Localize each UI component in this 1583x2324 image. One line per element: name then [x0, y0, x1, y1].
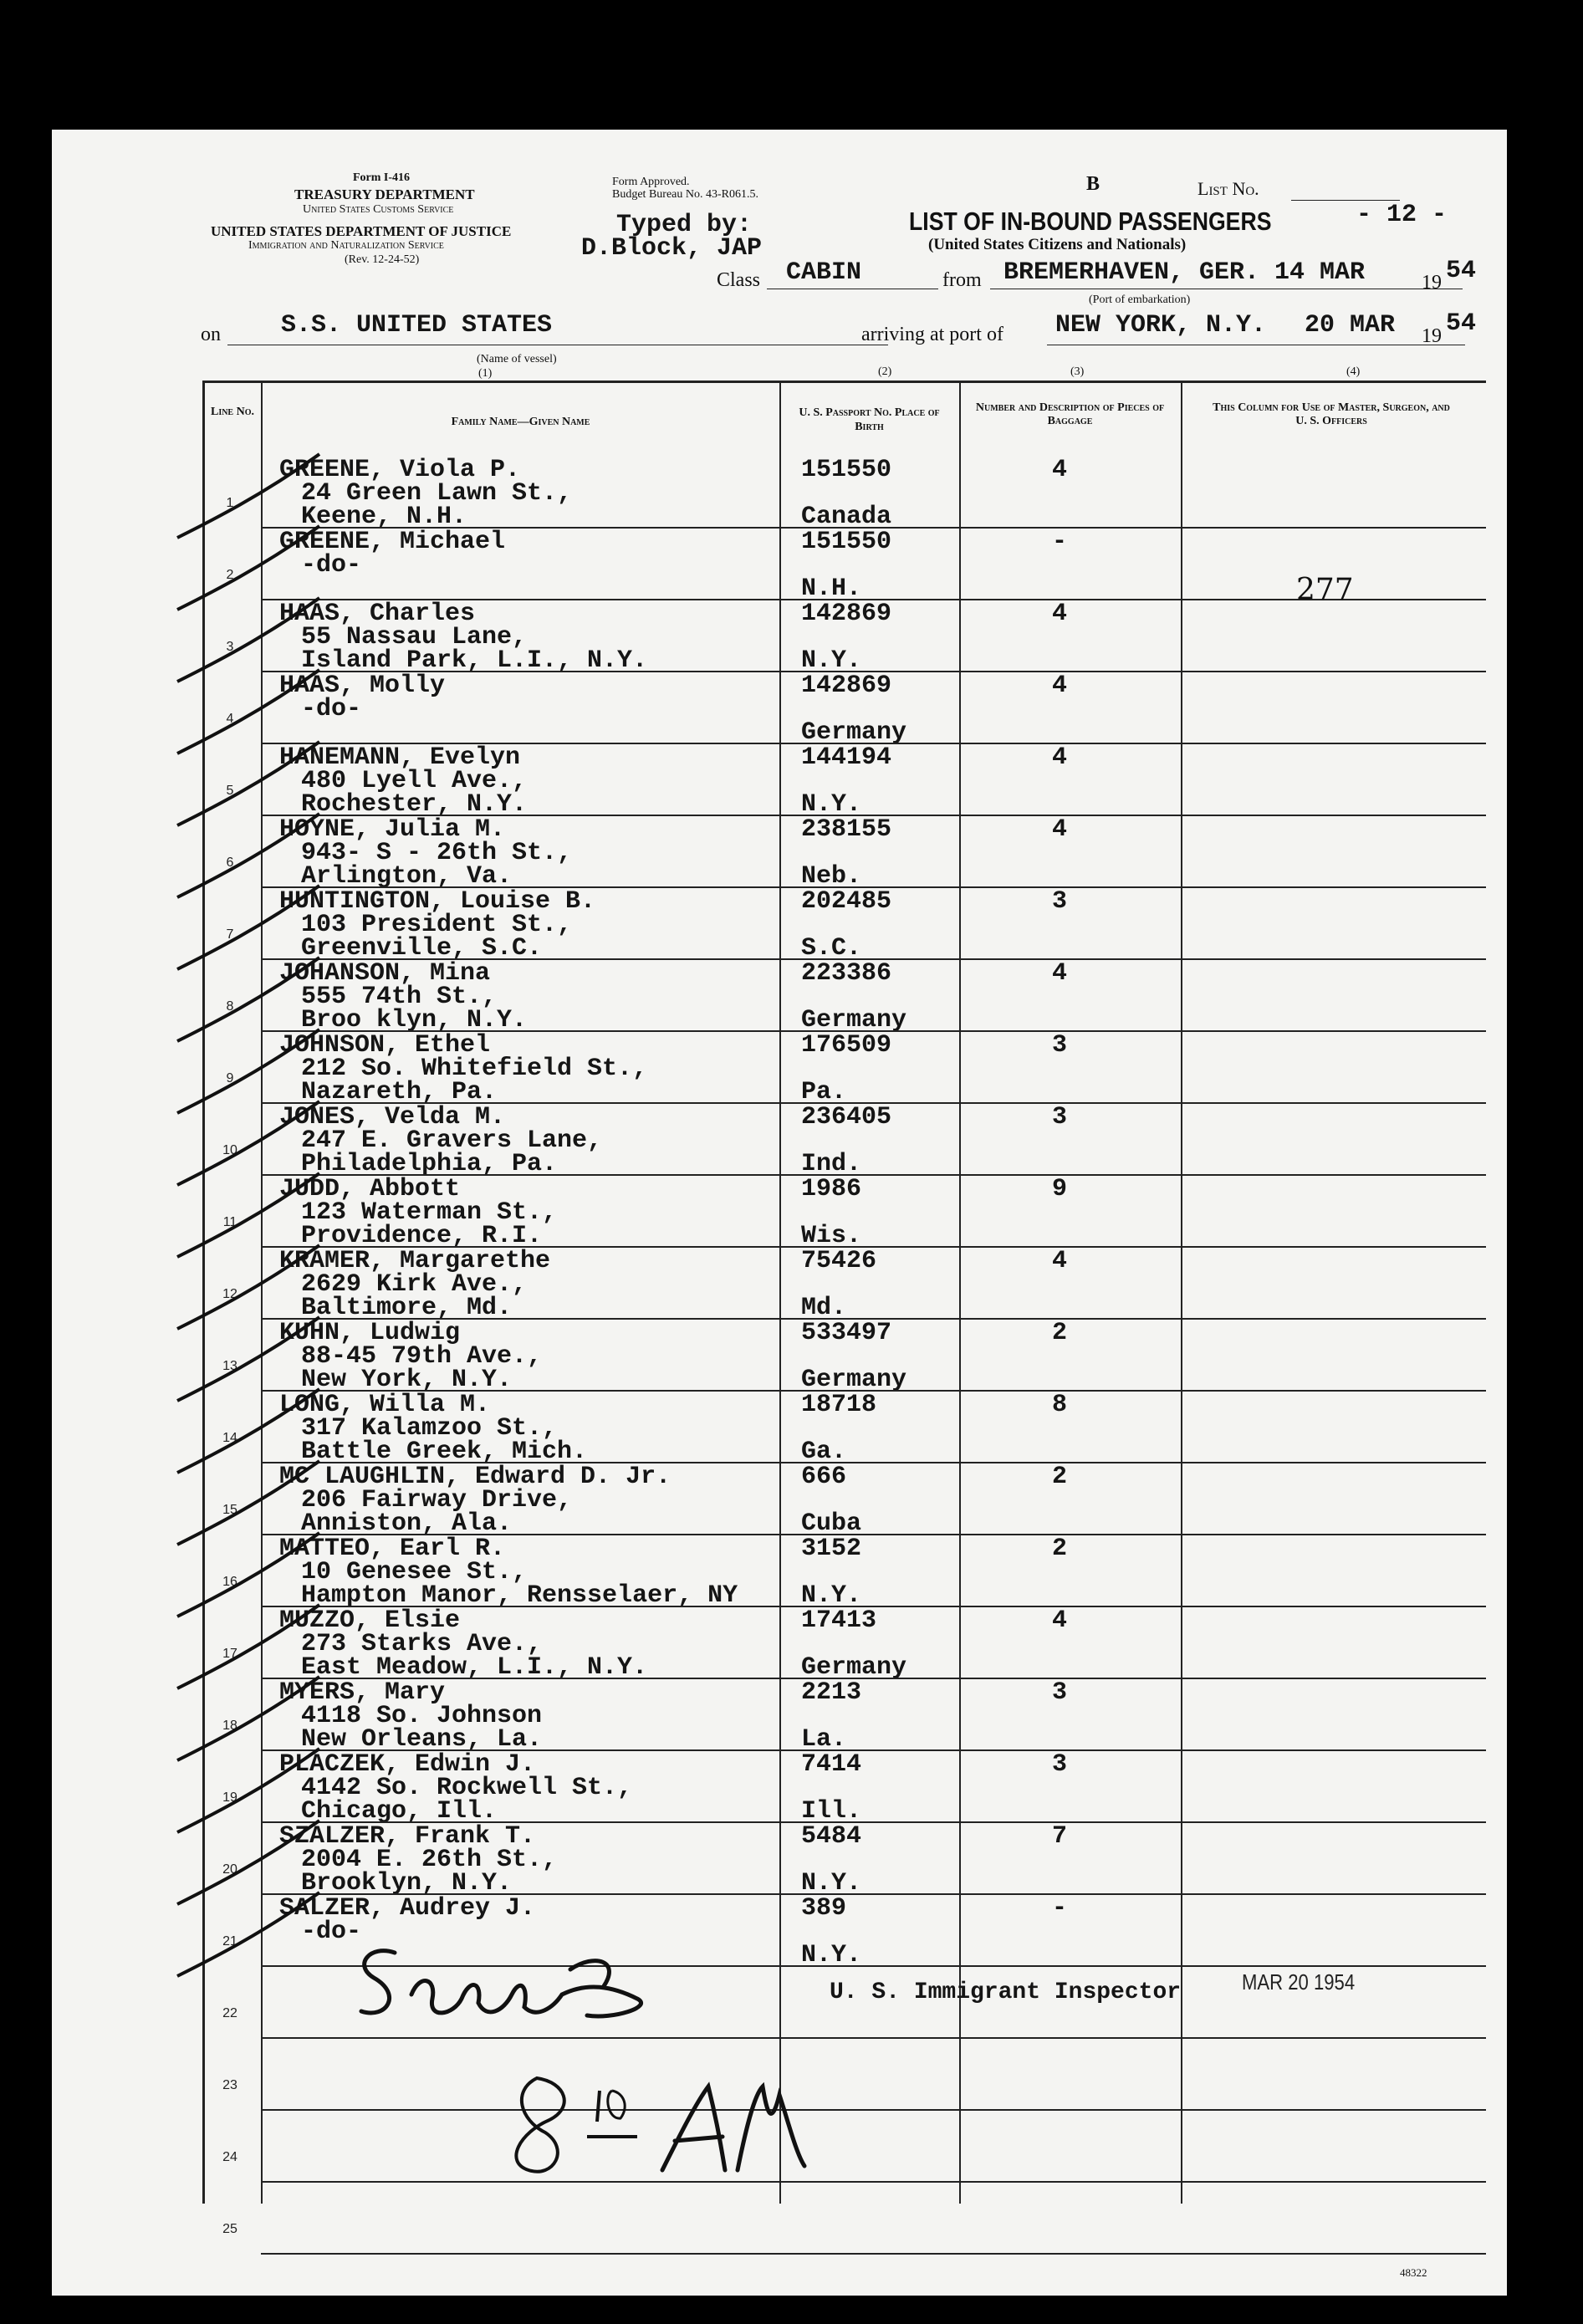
year-2: 54 [1446, 309, 1477, 338]
passenger-address-line1: 10 Genesee St., [301, 1558, 528, 1586]
baggage-count: 4 [1052, 1606, 1068, 1635]
line-number: 23 [222, 2078, 237, 2092]
passenger-address-line1: 273 Starks Ave., [301, 1630, 543, 1658]
passenger-name: GREENE, Viola P. [279, 456, 521, 484]
passport-number: 17413 [801, 1606, 877, 1635]
line-number: 14 [222, 1431, 237, 1445]
baggage-count: 7 [1052, 1822, 1068, 1851]
class-value: CABIN [786, 258, 862, 287]
passenger-name: JONES, Velda M. [279, 1103, 506, 1131]
passport-number: 1986 [801, 1175, 862, 1203]
place-of-birth: La. [801, 1725, 847, 1754]
place-of-birth: Ga. [801, 1438, 847, 1466]
header-passport: U. S. Passport No. Place of Birth [799, 406, 940, 433]
passenger-name: HOYNE, Julia M. [279, 815, 506, 844]
baggage-count: - [1052, 1894, 1068, 1923]
baggage-count: 4 [1052, 1247, 1068, 1275]
form-approved: Form Approved. [612, 176, 690, 188]
place-of-birth: Cuba [801, 1509, 862, 1538]
line-number: 7 [226, 927, 234, 942]
col-num-2: (2) [878, 365, 892, 378]
place-of-birth: Canada [801, 503, 892, 531]
line-number: 4 [226, 712, 234, 726]
line-number: 11 [222, 1215, 237, 1229]
check-mark [177, 1173, 319, 1257]
arrival-date: 20 MAR [1305, 311, 1396, 340]
passenger-address-line1: -do- [301, 695, 362, 723]
line-number: 3 [226, 640, 234, 654]
passenger-address-line1: -do- [301, 551, 362, 580]
line-number: 9 [226, 1071, 234, 1085]
baggage-count: 4 [1052, 743, 1068, 772]
check-mark [177, 1245, 319, 1329]
typed-by-label: Typed by: [616, 211, 753, 239]
passenger-name: MUZZO, Elsie [279, 1606, 461, 1635]
passenger-name: SZALZER, Frank T. [279, 1822, 536, 1851]
passport-number: 2213 [801, 1678, 862, 1707]
arrival-port: NEW YORK, N.Y. [1055, 311, 1267, 340]
list-title: LIST OF IN-BOUND PASSENGERS [909, 207, 1272, 236]
year-prefix-2: 19 [1422, 325, 1442, 347]
passenger-name: JOHNSON, Ethel [279, 1031, 491, 1060]
passenger-address-line2: New Orleans, La. [301, 1725, 543, 1754]
passenger-address-line1: 943- S - 26th St., [301, 839, 573, 867]
header-line-no: Line No. [210, 406, 254, 418]
passenger-name: JOHANSON, Mina [279, 959, 491, 988]
passport-number: 202485 [801, 887, 892, 916]
year-prefix-1: 19 [1422, 272, 1442, 294]
baggage-count: 3 [1052, 1031, 1068, 1060]
passenger-name: MATTEO, Earl R. [279, 1535, 506, 1563]
baggage-count: - [1052, 528, 1068, 556]
header-officers: This Column for Use of Master, Surgeon, and U. S. Officers [1213, 401, 1450, 427]
passport-number: 666 [801, 1463, 847, 1491]
passenger-name: LONG, Willa M. [279, 1391, 491, 1419]
col-num-3: (3) [1070, 365, 1085, 378]
line-number: 5 [226, 784, 234, 798]
passport-number: 533497 [801, 1319, 892, 1347]
inspector-title: U. S. Immigrant Inspector [830, 1979, 1182, 2005]
line-number: 21 [222, 1934, 237, 1949]
passenger-address-line1: 247 E. Gravers Lane, [301, 1126, 603, 1155]
embarkation-date: 14 MAR [1274, 258, 1366, 287]
line-number: 18 [222, 1719, 237, 1733]
passenger-name: HUNTINGTON, Louise B. [279, 887, 596, 916]
baggage-count: 4 [1052, 815, 1068, 844]
line-number: 8 [226, 999, 234, 1014]
check-mark [177, 1821, 319, 1904]
customs-service: United States Customs Service [303, 203, 454, 216]
passport-number: 238155 [801, 815, 892, 844]
typed-by-value: D.Block, JAP [581, 234, 763, 263]
check-mark [177, 1892, 319, 1976]
check-mark [177, 886, 319, 969]
check-mark [177, 1461, 319, 1545]
place-of-birth: N.Y. [801, 1941, 862, 1969]
passenger-address-line1: 2004 E. 26th St., [301, 1846, 558, 1874]
line-number: 1 [226, 496, 234, 510]
passport-number: 236405 [801, 1103, 892, 1131]
passenger-address-line2: Keene, N.H. [301, 503, 467, 531]
col-num-1: (1) [478, 367, 493, 380]
place-of-birth: Ind. [801, 1150, 862, 1178]
place-of-birth: N.H. [801, 575, 862, 603]
place-of-birth: Md. [801, 1294, 847, 1322]
passenger-address-line1: 555 74th St., [301, 983, 498, 1011]
place-of-birth: Pa. [801, 1078, 847, 1106]
place-of-birth: Germany [801, 1653, 907, 1682]
check-mark [177, 670, 319, 753]
officer-annotation: 277 [1296, 573, 1354, 607]
passenger-address-line1: 212 So. Whitefield St., [301, 1055, 648, 1083]
passenger-address-line1: 88-45 79th Ave., [301, 1342, 543, 1371]
passenger-address-line1: 2629 Kirk Ave., [301, 1270, 528, 1299]
place-of-birth: Ill. [801, 1797, 862, 1826]
passport-number: 7414 [801, 1750, 862, 1779]
passport-number: 389 [801, 1894, 847, 1923]
baggage-count: 4 [1052, 456, 1068, 484]
line-number: 12 [222, 1287, 237, 1301]
check-mark [177, 1389, 319, 1473]
baggage-count: 9 [1052, 1175, 1068, 1203]
baggage-count: 4 [1052, 672, 1068, 700]
line-number: 20 [222, 1862, 237, 1877]
port-of-embarkation: BREMERHAVEN, GER. [1003, 258, 1260, 287]
passenger-address-line1: -do- [301, 1918, 362, 1946]
line-number: 19 [222, 1790, 237, 1805]
line-number: 24 [222, 2150, 237, 2164]
passenger-address-line2: Hampton Manor, Rensselaer, NY [301, 1581, 738, 1610]
line-number: 16 [222, 1575, 237, 1589]
baggage-count: 3 [1052, 1103, 1068, 1131]
revision: (Rev. 12-24-52) [345, 253, 420, 266]
check-mark [177, 1605, 319, 1688]
passenger-name: HAAS, Molly [279, 672, 446, 700]
baggage-count: 3 [1052, 1750, 1068, 1779]
passenger-address-line1: 206 Fairway Drive, [301, 1486, 573, 1514]
line-number: 13 [222, 1359, 237, 1373]
passport-number: 75426 [801, 1247, 877, 1275]
check-mark [177, 1533, 319, 1617]
baggage-count: 4 [1052, 959, 1068, 988]
passenger-address-line2: Battle Greek, Mich. [301, 1438, 588, 1466]
line-number: 10 [222, 1143, 237, 1157]
treasury-dept: TREASURY DEPARTMENT [294, 186, 475, 202]
place-of-birth: S.C. [801, 934, 862, 963]
passenger-address-line2: Nazareth, Pa. [301, 1078, 498, 1106]
class-label: Class [717, 269, 761, 291]
place-of-birth: Germany [801, 718, 907, 747]
passenger-address-line2: Anniston, Ala. [301, 1509, 513, 1538]
passport-number: 18718 [801, 1391, 877, 1419]
budget-bureau: Budget Bureau No. 43-R061.5. [612, 188, 758, 201]
check-mark [177, 1677, 319, 1760]
baggage-count: 2 [1052, 1319, 1068, 1347]
passport-number: 151550 [801, 528, 892, 556]
passport-number: 3152 [801, 1535, 862, 1563]
check-mark [177, 1029, 319, 1113]
baggage-count: 2 [1052, 1535, 1068, 1563]
place-of-birth: Germany [801, 1006, 907, 1034]
year-1: 54 [1446, 257, 1477, 285]
passenger-address-line1: 103 President St., [301, 911, 573, 939]
list-no-label: List No. [1197, 178, 1259, 199]
passenger-address-line1: 317 Kalamzoo St., [301, 1414, 558, 1443]
arriving-label: arriving at port of [861, 324, 1003, 345]
passenger-address-line1: 123 Waterman St., [301, 1198, 558, 1227]
baggage-count: 3 [1052, 1678, 1068, 1707]
inspector-signature [336, 1928, 804, 2053]
baggage-count: 4 [1052, 600, 1068, 628]
passport-number: 144194 [801, 743, 892, 772]
check-mark [177, 814, 319, 897]
passenger-address-line2: Providence, R.I. [301, 1222, 543, 1250]
vessel-caption: (Name of vessel) [477, 353, 557, 365]
line-number: 15 [222, 1503, 237, 1517]
check-mark [177, 598, 319, 682]
passenger-address-line2: Brooklyn, N.Y. [301, 1869, 513, 1898]
header-name: Family Name—Given Name [451, 416, 590, 428]
manifest-page [52, 130, 1507, 2296]
header-baggage: Number and Description of Pieces of Baggage [975, 401, 1165, 427]
line-number: 25 [222, 2222, 237, 2236]
passenger-name: HANEMANN, Evelyn [279, 743, 521, 772]
passenger-address-line2: Rochester, N.Y. [301, 790, 528, 819]
place-of-birth: N.Y. [801, 790, 862, 819]
passenger-name: PLACZEK, Edwin J. [279, 1750, 536, 1779]
passport-number: 223386 [801, 959, 892, 988]
passenger-address-line1: 24 Green Lawn St., [301, 479, 573, 508]
passenger-name: MC LAUGHLIN, Edward D. Jr. [279, 1463, 671, 1491]
vessel-name: S.S. UNITED STATES [281, 311, 553, 340]
check-mark [177, 454, 319, 538]
justice-dept: UNITED STATES DEPARTMENT OF JUSTICE [211, 223, 512, 239]
ins-service: Immigration and Naturalization Service [248, 239, 444, 252]
check-mark [177, 742, 319, 825]
check-mark [177, 1101, 319, 1185]
line-number: 2 [226, 568, 234, 582]
place-of-birth: N.Y. [801, 1869, 862, 1898]
handwritten-time [503, 2045, 855, 2187]
passenger-name: MYERS, Mary [279, 1678, 446, 1707]
passenger-address-line2: Philadelphia, Pa. [301, 1150, 558, 1178]
list-subtitle: (United States Citizens and Nationals) [928, 236, 1187, 253]
passenger-address-line2: Greenville, S.C. [301, 934, 543, 963]
passenger-name: JUDD, Abbott [279, 1175, 461, 1203]
on-label: on [201, 324, 221, 345]
list-letter: B [1086, 173, 1100, 195]
passenger-name: SALZER, Audrey J. [279, 1894, 536, 1923]
passport-number: 5484 [801, 1822, 862, 1851]
passenger-address-line2: New York, N.Y. [301, 1366, 513, 1394]
col-num-4: (4) [1346, 365, 1361, 378]
line-number: 22 [222, 2006, 237, 2020]
passport-number: 142869 [801, 600, 892, 628]
line-number: 17 [222, 1647, 237, 1661]
receipt-stamp-date: MAR 20 1954 [1242, 1969, 1356, 1995]
place-of-birth: N.Y. [801, 1581, 862, 1610]
check-mark [177, 958, 319, 1041]
baggage-count: 8 [1052, 1391, 1068, 1419]
port-embark-caption: (Port of embarkation) [1089, 294, 1191, 306]
passenger-address-line2: Chicago, Ill. [301, 1797, 498, 1826]
passenger-address-line2: Island Park, L.I., N.Y. [301, 646, 648, 675]
list-no-value: - 12 - [1356, 201, 1448, 229]
check-mark [177, 526, 319, 610]
passenger-address-line2: Baltimore, Md. [301, 1294, 513, 1322]
passenger-address-line1: 55 Nassau Lane, [301, 623, 528, 651]
form-number: Form I-416 [353, 171, 411, 184]
from-label: from [942, 269, 982, 291]
passenger-address-line1: 4142 So. Rockwell St., [301, 1774, 633, 1802]
check-mark [177, 1749, 319, 1832]
line-number: 6 [226, 856, 234, 870]
passport-number: 142869 [801, 672, 892, 700]
place-of-birth: Wis. [801, 1222, 862, 1250]
place-of-birth: Neb. [801, 862, 862, 891]
baggage-count: 2 [1052, 1463, 1068, 1491]
check-mark [177, 1317, 319, 1401]
passenger-address-line1: 4118 So. Johnson [301, 1702, 543, 1730]
passenger-name: HAAS, Charles [279, 600, 476, 628]
place-of-birth: N.Y. [801, 646, 862, 675]
baggage-count: 3 [1052, 887, 1068, 916]
passport-number: 176509 [801, 1031, 892, 1060]
passenger-address-line1: 480 Lyell Ave., [301, 767, 528, 795]
passenger-address-line2: East Meadow, L.I., N.Y. [301, 1653, 648, 1682]
passenger-address-line2: Arlington, Va. [301, 862, 513, 891]
form-code: 48322 [1400, 2266, 1427, 2279]
passenger-name: KRAMER, Margarethe [279, 1247, 551, 1275]
passenger-name: GREENE, Michael [279, 528, 506, 556]
passenger-name: KUHN, Ludwig [279, 1319, 461, 1347]
place-of-birth: Germany [801, 1366, 907, 1394]
passport-number: 151550 [801, 456, 892, 484]
passenger-address-line2: Broo klyn, N.Y. [301, 1006, 528, 1034]
